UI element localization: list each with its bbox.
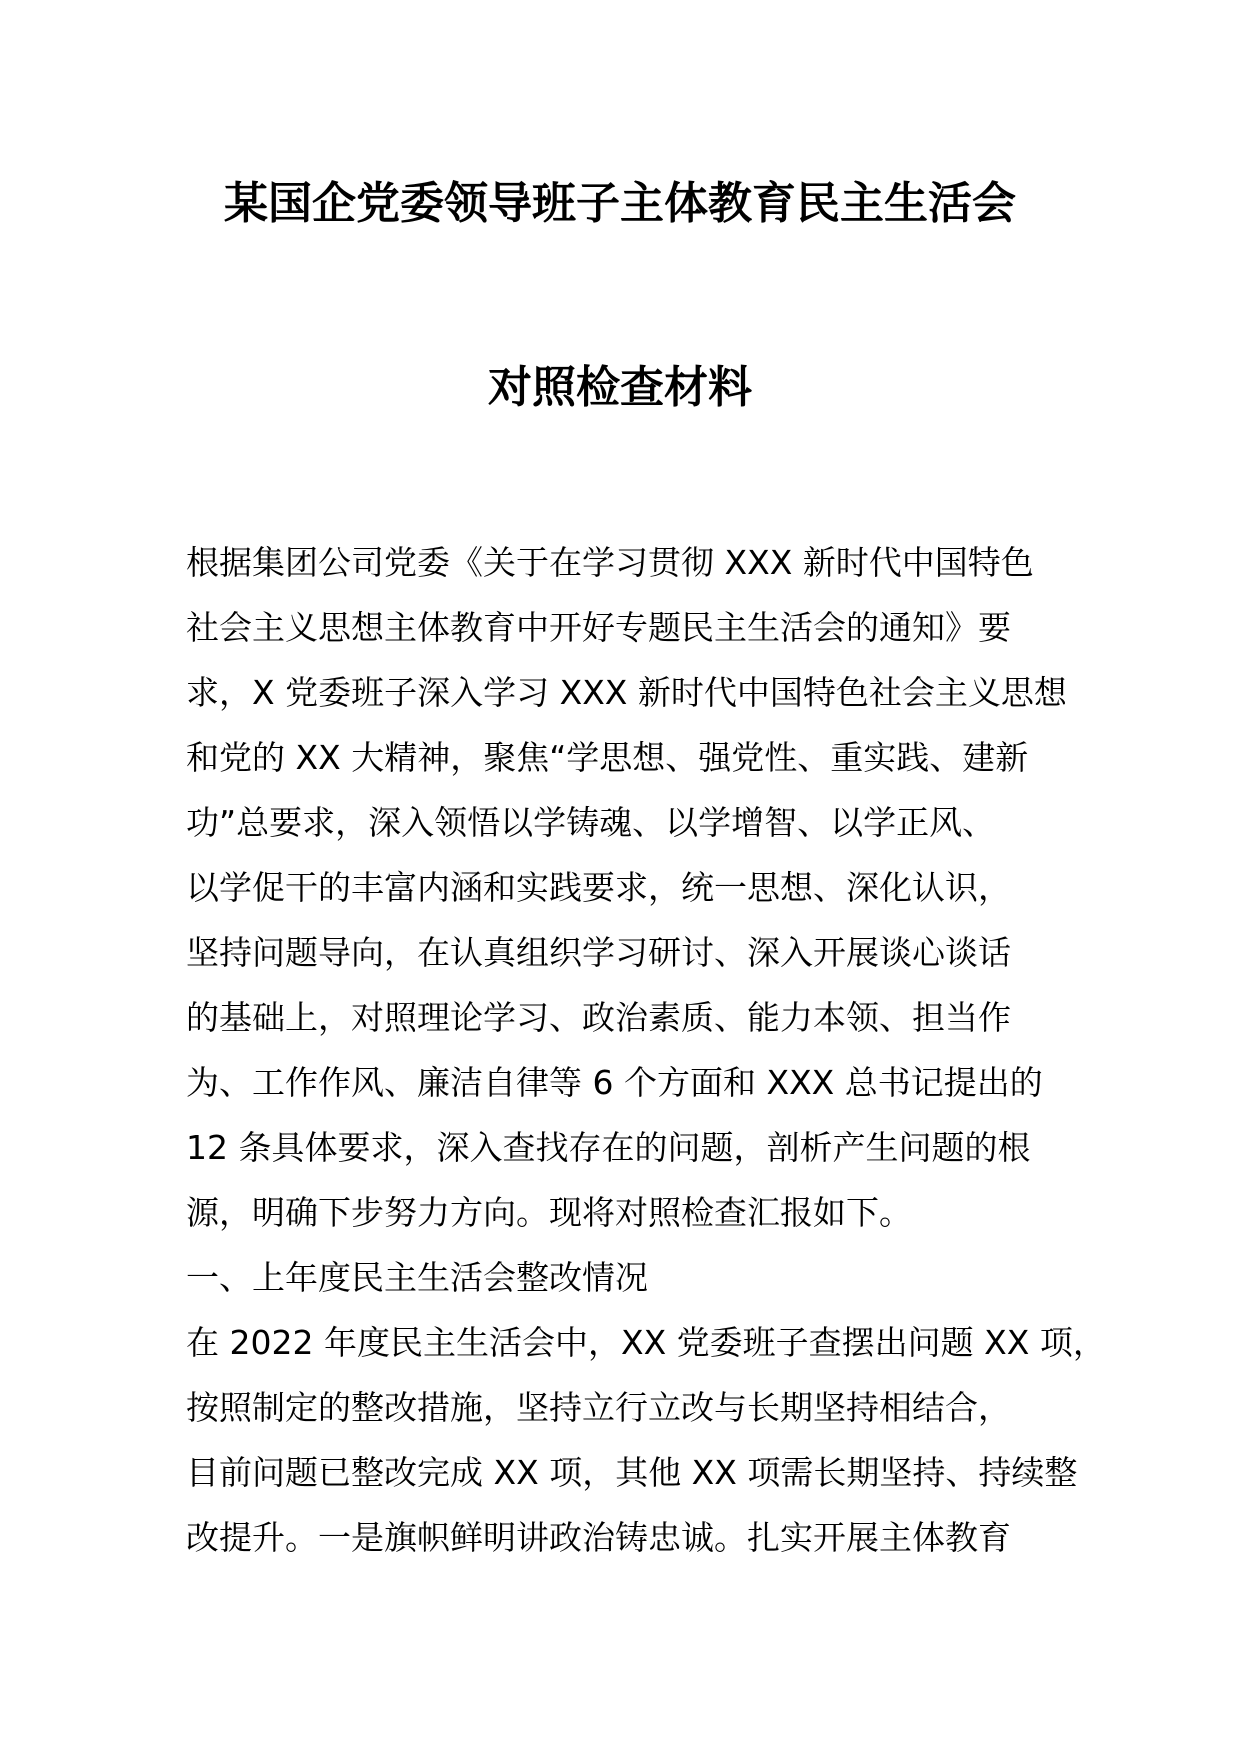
section-heading: 一、上年度民主生活会整改情况 bbox=[186, 1258, 648, 1297]
body-line: 坚持问题导向，在认真组织学习研讨、深入开展谈心谈话 bbox=[186, 933, 1011, 972]
body-line: 目前问题已整改完成 XX 项，其他 XX 项需长期坚持、持续整 bbox=[186, 1453, 1078, 1492]
body-line: 12 条具体要求，深入查找存在的问题，剖析产生问题的根 bbox=[186, 1128, 1031, 1167]
body-line: 按照制定的整改措施，坚持立行立改与长期坚持相结合， bbox=[186, 1388, 1011, 1427]
body-line: 源，明确下步努力方向。现将对照检查汇报如下。 bbox=[186, 1193, 912, 1232]
document-body bbox=[186, 530, 1106, 1570]
body-line: 功”总要求，深入领悟以学铸魂、以学增智、以学正风、 bbox=[186, 803, 996, 842]
document-title-line-2: 对照检查材料 bbox=[488, 362, 752, 413]
body-line: 求，X 党委班子深入学习 XXX 新时代中国特色社会主义思想 bbox=[186, 673, 1067, 712]
body-line: 以学促干的丰富内涵和实践要求，统一思想、深化认识， bbox=[186, 868, 1011, 907]
body-line: 根据集团公司党委《关于在学习贯彻 XXX 新时代中国特色 bbox=[186, 543, 1034, 582]
body-line: 社会主义思想主体教育中开好专题民主生活会的通知》要 bbox=[186, 608, 1011, 647]
body-line: 和党的 XX 大精神，聚焦“学思想、强党性、重实践、建新 bbox=[186, 738, 1029, 777]
body-line: 改提升。一是旗帜鲜明讲政治铸忠诚。扎实开展主体教育 bbox=[186, 1518, 1011, 1557]
body-line: 为、工作作风、廉洁自律等 6 个方面和 XXX 总书记提出的 bbox=[186, 1063, 1043, 1102]
body-line: 的基础上，对照理论学习、政治素质、能力本领、担当作 bbox=[186, 998, 1011, 1037]
document-title-line-1: 某国企党委领导班子主体教育民主生活会 bbox=[224, 178, 1016, 229]
body-line: 在 2022 年度民主生活会中，XX 党委班子查摆出问题 XX 项， bbox=[186, 1323, 1106, 1362]
